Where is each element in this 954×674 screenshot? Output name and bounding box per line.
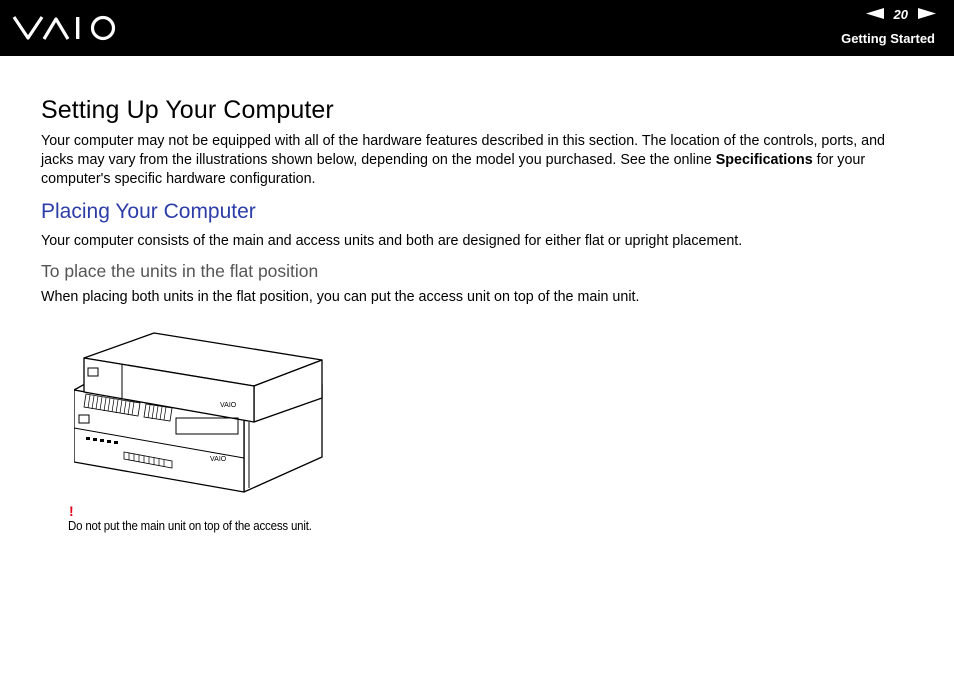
warning-note: Do not put the main unit on top of the access unit. — [68, 519, 312, 533]
subtitle-paragraph: Your computer consists of the main and access units and both are designed for either flat or upright placement. — [41, 233, 743, 249]
vaio-logo — [12, 14, 120, 42]
page-navigator — [866, 7, 936, 22]
right-triangle-arrow-icon[interactable] — [918, 7, 936, 22]
page-header — [0, 0, 954, 56]
section-subtitle: Placing Your Computer — [41, 200, 256, 223]
main-content — [41, 95, 921, 307]
svg-text:VAIO: VAIO — [210, 456, 227, 463]
page-number: 20 — [893, 7, 908, 22]
section-name: Getting Started — [841, 31, 935, 46]
specifications-term: Specifications — [715, 152, 813, 168]
intro-text-end: for your computer's specific hardware configuration. — [41, 152, 866, 187]
page-title: Setting Up Your Computer — [41, 96, 334, 124]
procedure-title: To place the units in the flat position — [41, 261, 319, 281]
left-triangle-arrow-icon[interactable] — [866, 7, 884, 22]
svg-text:VAIO: VAIO — [220, 402, 237, 409]
computer-units-illustration — [74, 330, 326, 496]
intro-paragraph — [41, 132, 921, 189]
warning-mark: ! — [69, 503, 74, 519]
procedure-paragraph: When placing both units in the flat position, you can put the access unit on top of the main unit. — [41, 289, 640, 305]
intro-text-start: Your computer may not be equipped with all of the hardware features described in this section. The location of the controls, ports, and jacks may vary from the illustrations shown below, depending on the model you purchased. See the online — [41, 133, 886, 168]
